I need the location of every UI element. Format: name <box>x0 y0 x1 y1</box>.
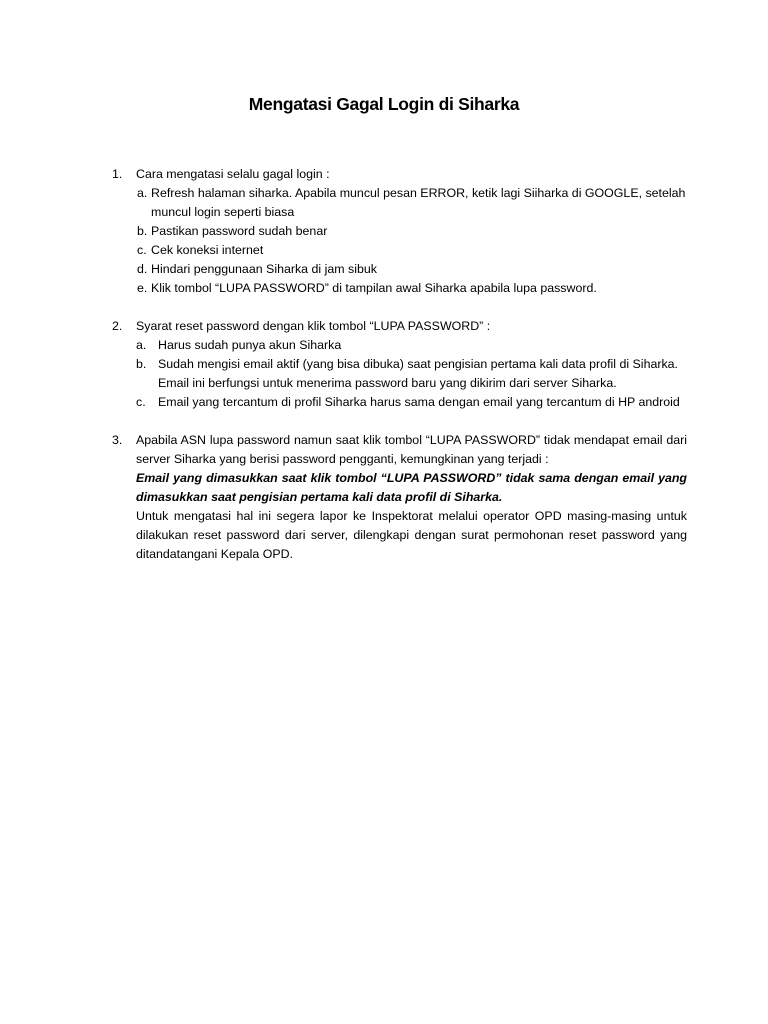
list-marker: a. <box>137 186 148 200</box>
list-marker: d. <box>137 262 148 276</box>
list-item-text: Email yang tercantum di profil Siharka harus sama dengan email yang tercantum di HP android <box>158 395 680 409</box>
section-2 <box>112 317 687 412</box>
list-item-text: Hindari penggunaan Siharka di jam sibuk <box>151 262 377 276</box>
section-3-resolution: Untuk mengatasi hal ini segera lapor ke Inspektorat melalui operator OPD masing-masing untuk dilakukan reset password dari server, dilengkapi dengan surat permohonan reset password yang ditandatangani Kepala OPD. <box>136 509 687 561</box>
section-1-list <box>112 184 687 298</box>
list-item <box>112 336 687 355</box>
section-number: 1. <box>112 167 123 181</box>
list-item-text: Harus sudah punya akun Siharka <box>158 338 342 352</box>
list-item-text: Pastikan password sudah benar <box>151 224 328 238</box>
list-marker: b. <box>136 357 147 371</box>
section-number: 3. <box>112 433 123 447</box>
list-item <box>112 222 687 241</box>
section-2-list <box>112 336 687 412</box>
list-item <box>112 279 687 298</box>
section-number: 2. <box>112 319 123 333</box>
list-item <box>112 260 687 279</box>
section-heading: Syarat reset password dengan klik tombol “LUPA PASSWORD” : <box>136 319 491 333</box>
list-item-text: Klik tombol “LUPA PASSWORD” di tampilan awal Siharka apabila lupa password. <box>151 281 597 295</box>
list-item-text: Sudah mengisi email aktif (yang bisa dibuka) saat pengisian pertama kali data profil di Siharka. Email ini berfungsi untuk menerima password baru yang dikirim dari server Siharka. <box>158 357 679 390</box>
page-title: Mengatasi Gagal Login di Siharka <box>248 94 520 114</box>
list-item-text: Refresh halaman siharka. Apabila muncul pesan ERROR, ketik lagi Siiharka di GOOGLE, setelah muncul login seperti biasa <box>151 186 686 219</box>
list-item-text: Cek koneksi internet <box>151 243 264 257</box>
list-marker: e. <box>137 281 148 295</box>
section-3-emphasis: Email yang dimasukkan saat klik tombol “LUPA PASSWORD” tidak sama dengan email yang dimasukkan saat pengisian pertama kali data profil di Siharka. <box>136 471 687 504</box>
section-3-paragraph: Apabila ASN lupa password namun saat klik tombol “LUPA PASSWORD” tidak mendapat email dari server Siharka yang berisi password pengganti, kemungkinan yang terjadi : <box>136 433 687 466</box>
list-marker: b. <box>137 224 148 238</box>
list-item <box>112 241 687 260</box>
list-item <box>112 184 687 222</box>
section-3 <box>112 431 687 564</box>
list-item <box>112 355 687 393</box>
section-1 <box>112 165 687 298</box>
section-heading: Cara mengatasi selalu gagal login : <box>136 167 330 181</box>
list-marker: c. <box>136 395 146 409</box>
document-body <box>112 165 687 564</box>
list-marker: c. <box>137 243 147 257</box>
list-item <box>112 393 687 412</box>
list-marker: a. <box>136 338 147 352</box>
